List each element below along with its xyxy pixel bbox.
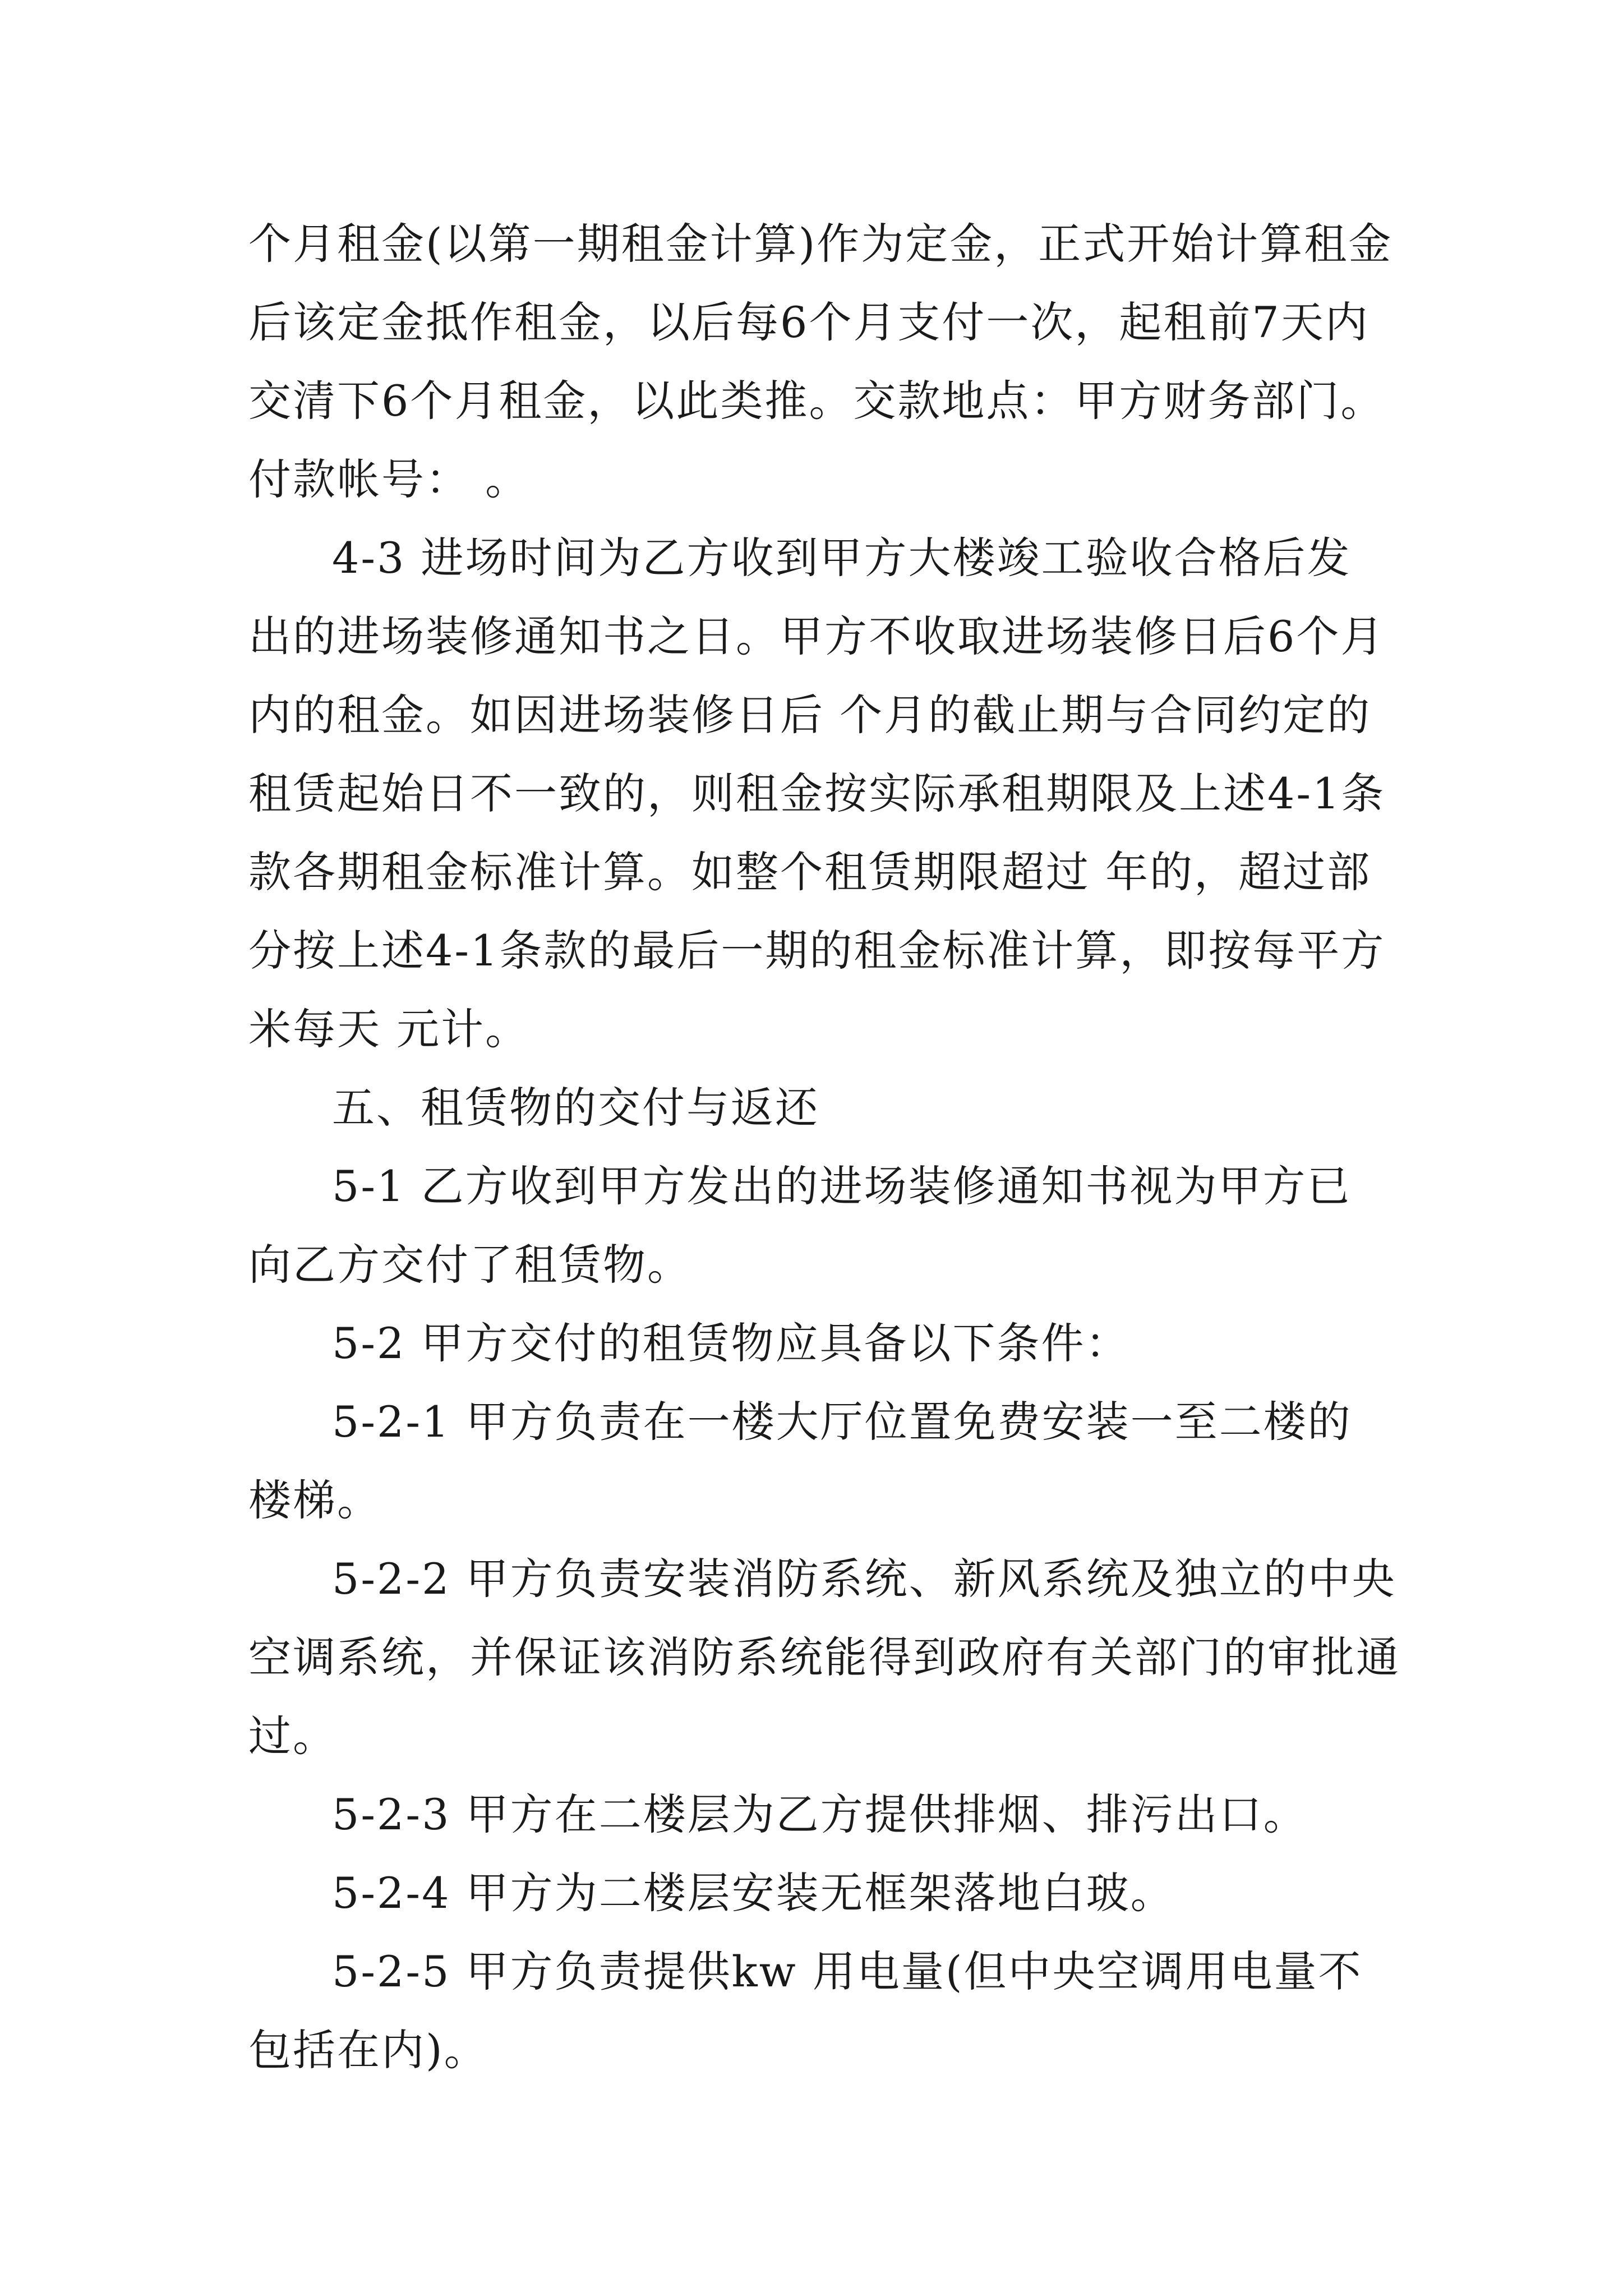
text-line: 个月租金(以第一期租金计算)作为定金，正式开始计算租金 [248, 219, 1393, 269]
text-line: 付款帐号： 。 [248, 454, 530, 504]
text-line: 空调系统，并保证该消防系统能得到政府有关部门的审批通 [248, 1632, 1400, 1682]
paragraph-5-2-2-start: 5-2-2 甲方负责安装消防系统、新风系统及独立的中央 [332, 1554, 1396, 1604]
text-line: 分按上述4-1条款的最后一期的租金标准计算，即按每平方 [248, 926, 1386, 976]
text-line: 交清下6个月租金，以此类推。交款地点：甲方财务部门。 [248, 376, 1385, 426]
text-line: 租赁起始日不一致的，则租金按实际承租期限及上述4-1条 [248, 769, 1386, 818]
text-line: 后该定金抵作租金，以后每6个月支付一次，起租前7天内 [248, 297, 1370, 347]
paragraph-5-2-3: 5-2-3 甲方在二楼层为乙方提供排烟、排污出口。 [332, 1789, 1308, 1839]
text-line: 向乙方交付了租赁物。 [248, 1240, 691, 1290]
section-heading: 五、租赁物的交付与返还 [332, 1083, 819, 1133]
text-line: 楼梯。 [248, 1475, 381, 1525]
paragraph-5-2-5-start: 5-2-5 甲方负责提供kw 用电量(但中央空调用电量不 [332, 1947, 1363, 1996]
text-line: 米每天 元计。 [248, 1004, 530, 1054]
text-line: 内的租金。如因进场装修日后 个月的截止期与合同约定的 [248, 690, 1372, 740]
text-line: 过。 [248, 1711, 337, 1761]
text-line: 出的进场装修通知书之日。甲方不收取进场装修日后6个月 [248, 611, 1385, 661]
text-line: 款各期租金标准计算。如整个租赁期限超过 年的，超过部 [248, 847, 1372, 897]
paragraph-4-3-start: 4-3 进场时间为乙方收到甲方大楼竣工验收合格后发 [332, 533, 1352, 583]
paragraph-5-2-1-start: 5-2-1 甲方负责在一楼大厅位置免费安装一至二楼的 [332, 1397, 1352, 1447]
paragraph-5-2-4: 5-2-4 甲方为二楼层安装无框架落地白玻。 [332, 1868, 1175, 1918]
paragraph-5-2: 5-2 甲方交付的租赁物应具备以下条件： [332, 1318, 1130, 1368]
paragraph-5-1-start: 5-1 乙方收到甲方发出的进场装修通知书视为甲方已 [332, 1161, 1352, 1211]
text-line: 包括在内)。 [248, 2025, 488, 2075]
